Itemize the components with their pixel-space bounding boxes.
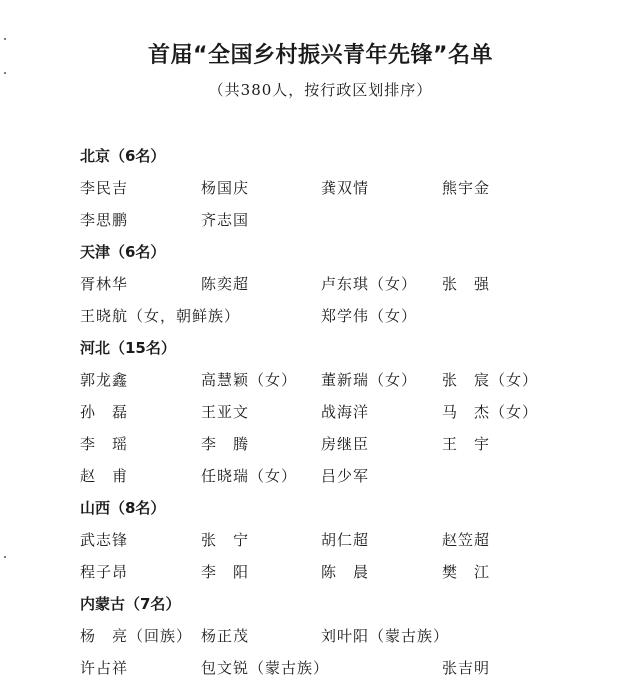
- name-row: [80, 558, 620, 590]
- region-header: 河北（15名）: [80, 339, 176, 357]
- name-row: [80, 302, 620, 334]
- person-name: 张 宁: [201, 531, 250, 549]
- person-name: 杨 亮（回族）: [80, 627, 193, 645]
- name-row: [80, 526, 620, 558]
- region-section: [80, 334, 620, 494]
- scan-mark: [4, 72, 6, 74]
- name-list: [80, 142, 620, 686]
- person-name: 李 瑶: [80, 435, 129, 453]
- region-section: [80, 238, 620, 334]
- person-name: 吕少军: [321, 467, 370, 485]
- person-name: 战海洋: [321, 403, 370, 421]
- scan-mark: [4, 556, 6, 558]
- name-row: [80, 462, 620, 494]
- person-name: 董新瑞（女）: [321, 371, 418, 389]
- person-name: 王亚文: [201, 403, 250, 421]
- name-row: [80, 430, 620, 462]
- person-name: 房继臣: [321, 435, 370, 453]
- person-name: 熊宇金: [442, 179, 491, 197]
- person-name: 郑学伟（女）: [321, 307, 418, 325]
- region-header: 山西（8名）: [80, 499, 166, 517]
- person-name: 郭龙鑫: [80, 371, 129, 389]
- region-section: [80, 494, 620, 590]
- person-name: 张吉明: [442, 659, 491, 677]
- name-row: [80, 622, 620, 654]
- region-section: [80, 590, 620, 686]
- person-name: 樊 江: [442, 563, 491, 581]
- person-name: 胡仁超: [321, 531, 370, 549]
- person-name: 陈奕超: [201, 275, 250, 293]
- person-name: 马 杰（女）: [442, 403, 539, 421]
- region-header: 天津（6名）: [80, 243, 166, 261]
- region-section: [80, 142, 620, 238]
- name-row: [80, 366, 620, 398]
- region-header: 北京（6名）: [80, 147, 166, 165]
- person-name: 张 强: [442, 275, 491, 293]
- person-name: 杨正茂: [201, 627, 250, 645]
- person-name: 赵笠超: [442, 531, 491, 549]
- person-name: 陈 晨: [321, 563, 370, 581]
- person-name: 孙 磊: [80, 403, 129, 421]
- person-name: 王晓航（女，朝鲜族）: [80, 307, 241, 325]
- person-name: 李 阳: [201, 563, 250, 581]
- person-name: 任晓瑞（女）: [201, 467, 298, 485]
- person-name: 齐志国: [201, 211, 250, 229]
- person-name: 龚双情: [321, 179, 370, 197]
- name-row: [80, 174, 620, 206]
- person-name: 卢东琪（女）: [321, 275, 418, 293]
- name-row: [80, 654, 620, 686]
- person-name: 刘叶阳（蒙古族）: [321, 627, 450, 645]
- document-title: 首届“全国乡村振兴青年先锋”名单: [148, 43, 493, 68]
- person-name: 包文锐（蒙古族）: [201, 659, 330, 677]
- person-name: 杨国庆: [201, 179, 250, 197]
- person-name: 武志锋: [80, 531, 129, 549]
- person-name: 李民吉: [80, 179, 129, 197]
- name-row: [80, 398, 620, 430]
- name-row: [80, 206, 620, 238]
- person-name: 张 宸（女）: [442, 371, 539, 389]
- person-name: 高慧颖（女）: [201, 371, 298, 389]
- person-name: 王 宇: [442, 435, 491, 453]
- person-name: 李思鹏: [80, 211, 129, 229]
- name-row: [80, 270, 620, 302]
- person-name: 李 腾: [201, 435, 250, 453]
- region-header: 内蒙古（7名）: [80, 595, 181, 613]
- person-name: 许占祥: [80, 659, 129, 677]
- document-subtitle: （共380人，按行政区划排序）: [208, 81, 433, 99]
- person-name: 赵 甫: [80, 467, 129, 485]
- person-name: 程子昂: [80, 563, 129, 581]
- person-name: 胥林华: [80, 275, 129, 293]
